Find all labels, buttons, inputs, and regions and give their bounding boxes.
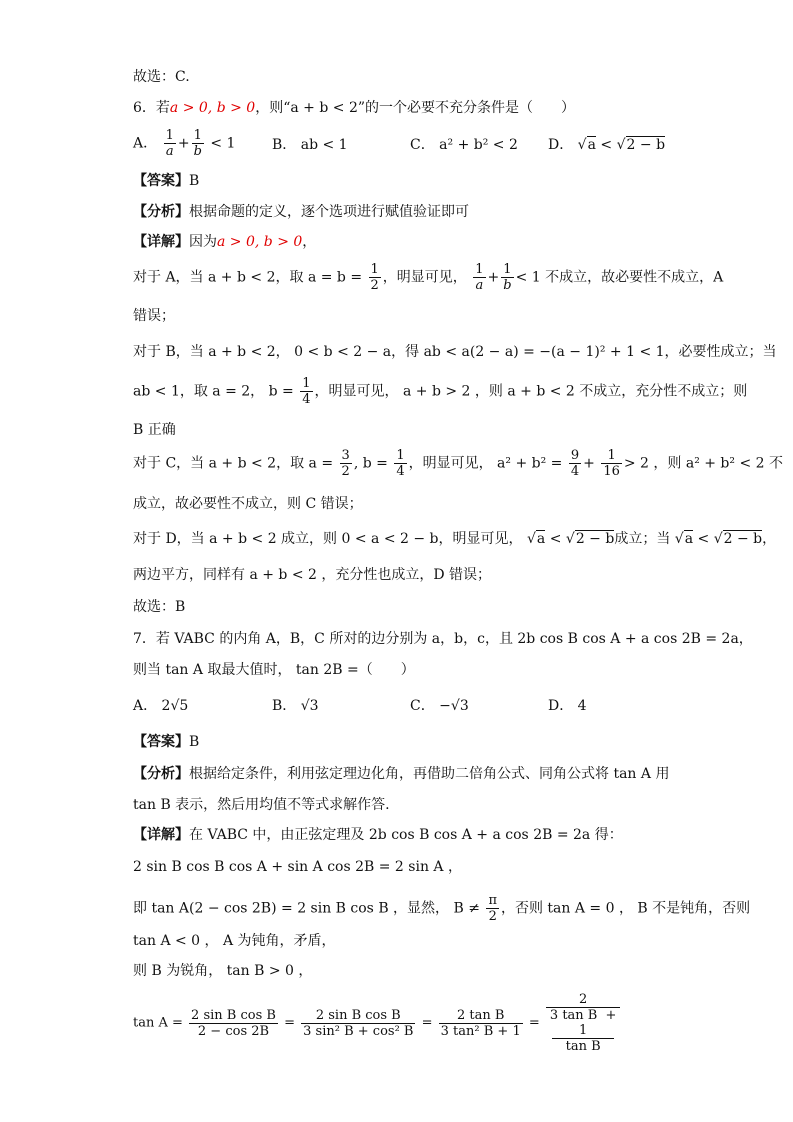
detail-b-line2: ab < 1，取 a = 2， b = $\frac{1}{4}$ ，明显可见， a + b > 2 ，则 a + b < 2 不成立，充分性不成立；则 <box>133 376 748 407</box>
detail-b-line3: B 正确 <box>133 422 176 438</box>
q7-option-c: C． −√3 <box>410 698 469 714</box>
detail-7-eq1: 2 sin B cos B cos A + sin A cos 2B = 2 sin A ， <box>133 859 462 875</box>
detail-7-line1: 【详解】在 VABC 中，由正弦定理及 2b cos B cos A + a cos 2B = 2a 得： <box>133 827 623 843</box>
conclusion-6: 故选：B <box>133 599 186 615</box>
detail-c-line2: 成立，故必要性不成立，则 C 错误； <box>133 496 363 512</box>
highlight-condition: a > 0, b > 0 <box>169 100 256 116</box>
detail-a-line1: 对于 A，当 a + b < 2，取 a = b = $\frac{1}{2}$ ，明显可见， $\frac{1}{a}$ + $\frac{1}{b}$ < 1 不成立，故必要性不成立，A <box>133 262 724 293</box>
q6-option-d: D． √a < √2 − b <box>548 137 666 153</box>
detail-7-line4: tan A < 0 ， A 为钝角，矛盾， <box>133 933 336 949</box>
detail-a-line2: 错误； <box>133 308 175 324</box>
detail-d-line2: 两边平方，同样有 a + b < 2 ，充分性也成立，D 错误； <box>133 567 492 583</box>
question-7-line1: 7．若 VABC 的内角 A，B，C 所对的边分别为 a，b，c，且 2b cos B cos A + a cos 2B = 2a， <box>133 631 753 647</box>
detail-7-line3: 即 tan A(2 − cos 2B) = 2 sin B cos B ，显然， B ≠ $\frac{\pi}{2}$ ，否则 tan A = 0 ， B 不是钝角，否则 <box>133 893 751 924</box>
analysis-7-line2: tan B 表示，然后用均值不等式求解作答. <box>133 797 390 813</box>
detail-d-line1: 对于 D，当 a + b < 2 成立，则 0 < a < 2 − b，明显可见， √a < √2 − b成立；当 √a < √2 − b， <box>133 531 777 547</box>
question-7-line2: 则当 tan A 取最大值时， tan 2B =（ ） <box>133 662 415 678</box>
question-6: 6．若a > 0, b > 0，则“a + b < 2”的一个必要不充分条件是（ ） <box>133 100 576 116</box>
detail-7-line5: 则 B 为锐角， tan B > 0 ， <box>133 963 313 979</box>
q6-option-b: B． ab < 1 <box>272 137 348 153</box>
answer-6: 【答案】B <box>133 173 200 189</box>
q7-option-a: A． 2√5 <box>133 698 189 714</box>
analysis-7-line1: 【分析】根据给定条件，利用弦定理边化角，再借助二倍角公式、同角公式将 tan A 用 <box>133 766 670 782</box>
q6-option-a: A． $\frac{1}{a}$ + $\frac{1}{b}$ < 1 <box>133 128 236 159</box>
q7-option-b: B． √3 <box>272 698 319 714</box>
q6-option-c: C． a² + b² < 2 <box>410 137 518 153</box>
q7-option-d: D． 4 <box>548 698 587 714</box>
detail-b-line1: 对于 B，当 a + b < 2， 0 < b < 2 − a，得 ab < a(2 − a) = −(a − 1)² + 1 < 1，必要性成立；当 <box>133 344 777 360</box>
answer-choice-line: 故选：C. <box>133 69 190 85</box>
detail-7-final-equation: tan A = $\frac{\text{2 sin B cos B}}{2 - \cos 2B}$ = $\frac{\text{2 sin B cos B}}{\text{3 sin² B + cos² B}}$ = $\frac{\text{2 tan B}}{\text{3 tan² B + 1}}$ = 2 3 tan B + 1 tan B <box>133 992 622 1054</box>
detail-c-line1: 对于 C，当 a + b < 2，取 a = $\frac{3}{2}$ , b = $\frac{1}{4}$ ，明显可见， a² + b² = $\frac{9}{4}$ + $\frac{1}{16}$ > 2 ，则 a² + b² < 2 不 <box>133 448 783 479</box>
detail-6: 【详解】因为a > 0, b > 0， <box>133 234 317 250</box>
answer-7: 【答案】B <box>133 734 200 750</box>
analysis-6: 【分析】根据命题的定义，逐个选项进行赋值验证即可 <box>133 204 469 220</box>
